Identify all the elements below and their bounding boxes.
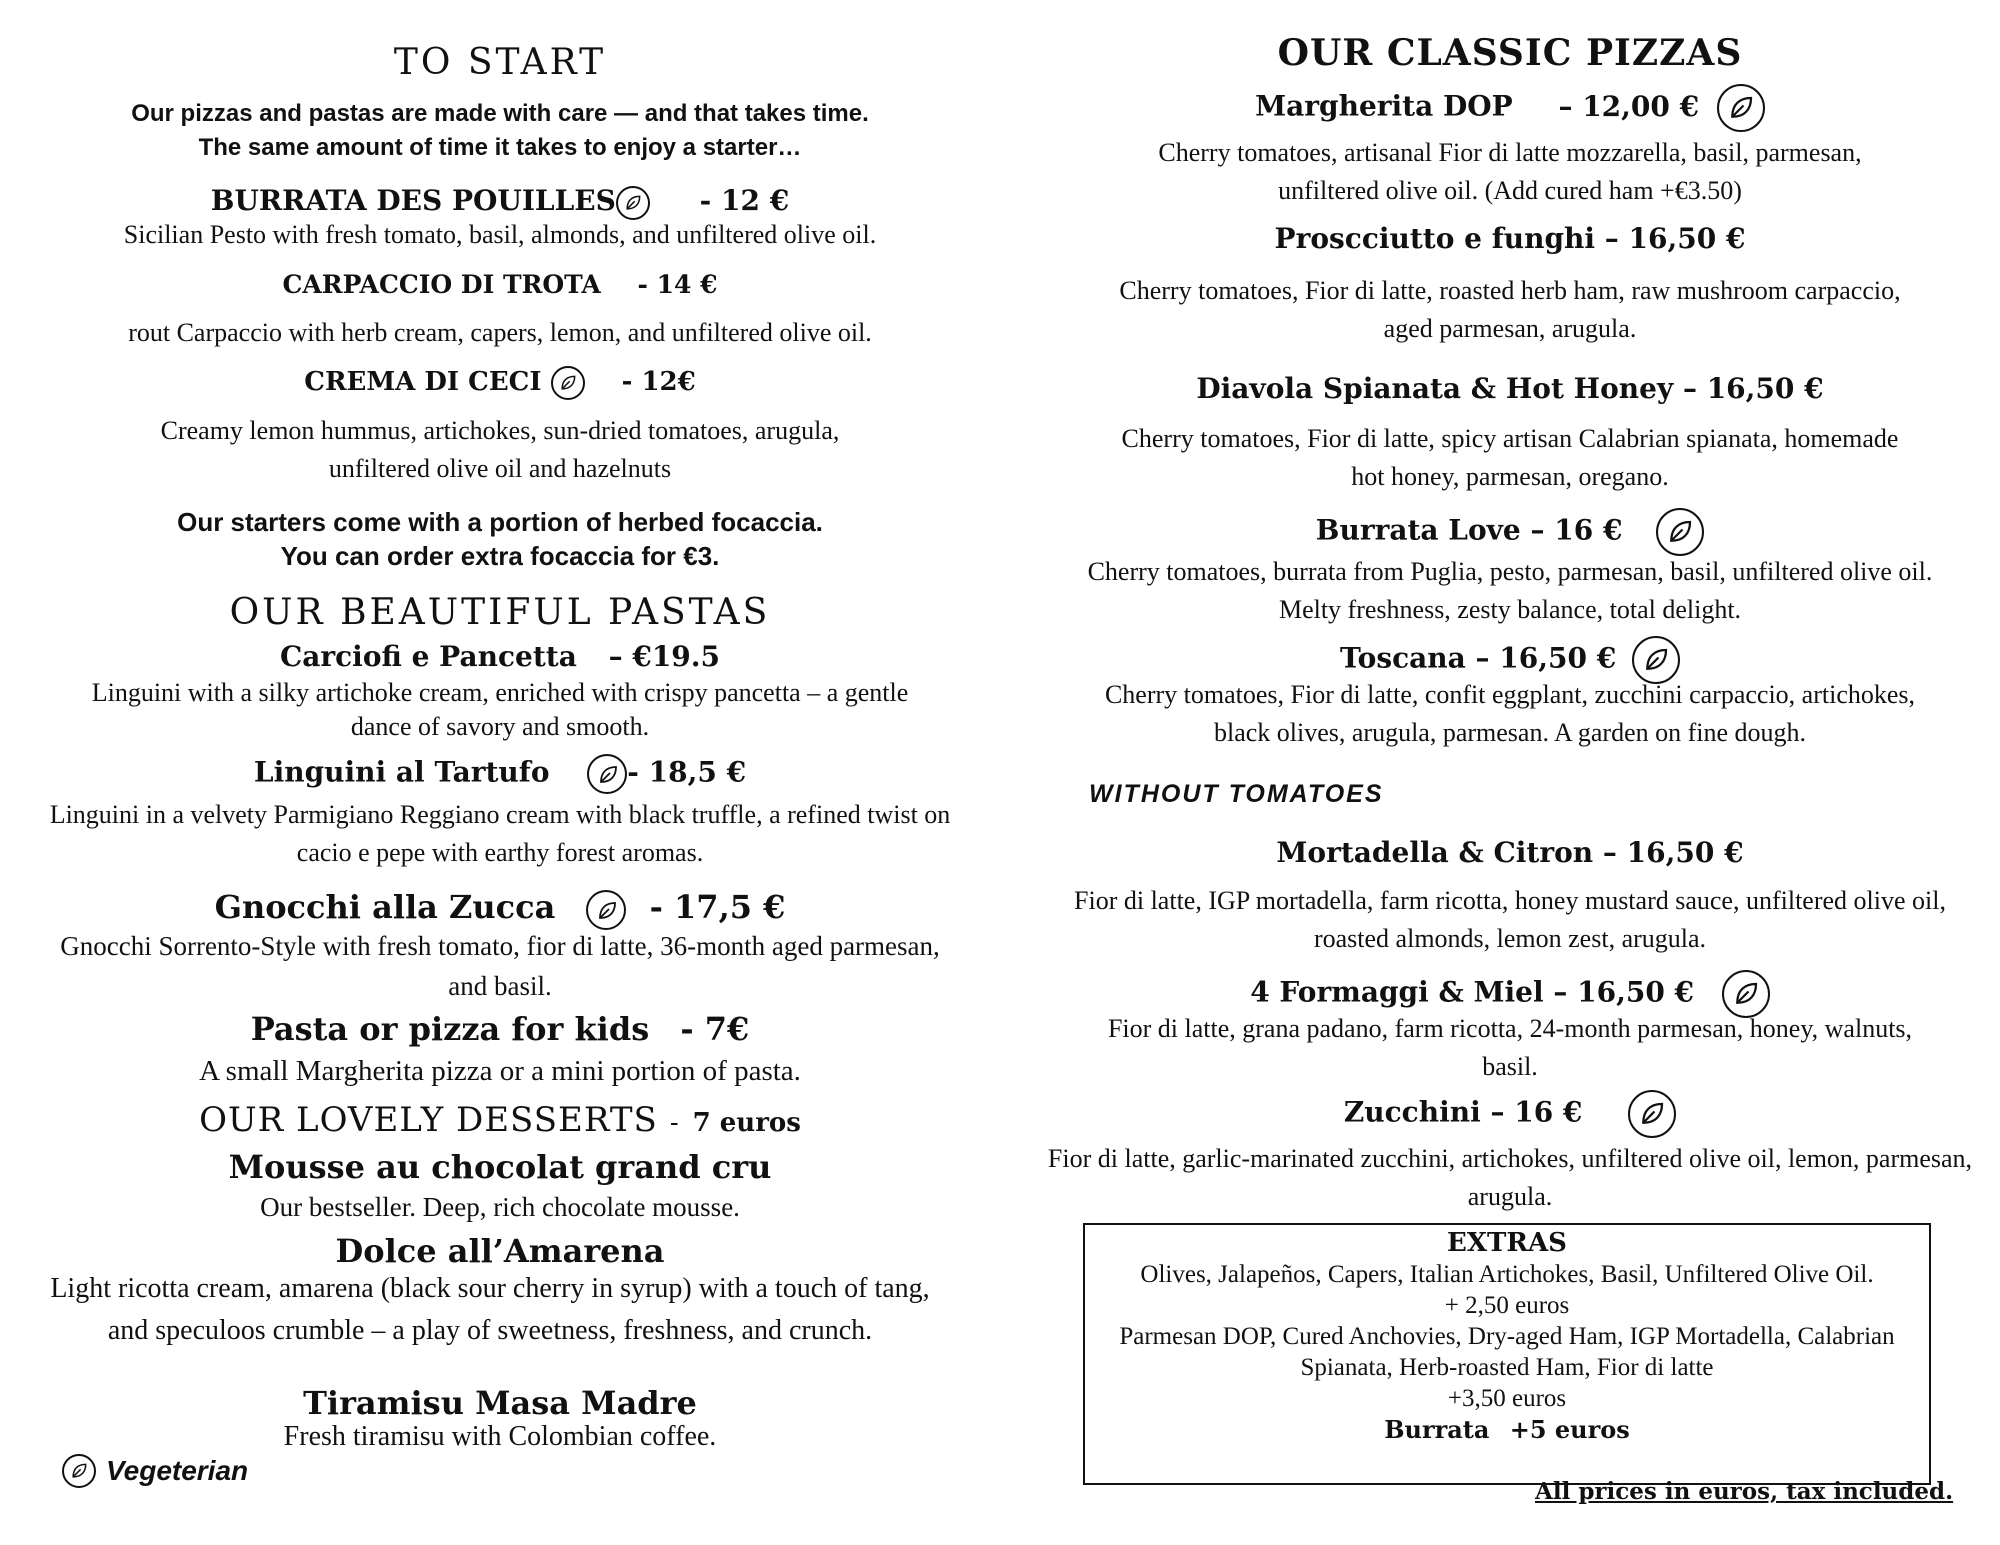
item-description: Cherry tomatoes, artisanal Fior di latte mozzarella, basil, parmesan, unfiltered olive oil. (Add cured ham +€3.50)	[1158, 138, 1862, 205]
dessert-description: Light ricotta cream, amarena (black sour cherry in syrup) with a touch of tang, and speculoos crumble – a play of sweetness, freshness, and crunch.	[50, 1273, 930, 1346]
vegetarian-icon	[586, 890, 626, 930]
pizza-name: Proscciutto e funghi – 16,50 €	[1274, 222, 1746, 255]
item-name: CREMA DI CECI	[304, 367, 542, 397]
section-title-without-tomatoes: WITHOUT TOMATOES	[1089, 780, 1384, 808]
menu-item-title	[30, 888, 970, 930]
menu-item-title	[1035, 1090, 1985, 1138]
extras-title: EXTRAS	[1447, 1228, 1567, 1258]
menu-item-title	[30, 640, 970, 673]
item-price: - 7€	[680, 1010, 750, 1048]
menu-item-title	[30, 184, 970, 220]
dessert-name: Tiramisu Masa Madre	[303, 1384, 697, 1422]
item-price: - 12€	[621, 367, 696, 397]
extras-burrata-price: +5 euros	[1509, 1415, 1630, 1444]
menu-item-title	[1035, 84, 1985, 132]
item-price: - 12 €	[699, 184, 790, 217]
vegetarian-icon	[1656, 508, 1704, 556]
vegetarian-icon	[1628, 1090, 1676, 1138]
item-name: 4 Formaggi & Miel – 16,50 €	[1250, 975, 1695, 1009]
item-price: - 14 €	[637, 270, 718, 299]
item-description: Fior di latte, garlic-marinated zucchini, artichokes, unfiltered olive oil, lemon, parmesan, arugula.	[1047, 1144, 1973, 1211]
section-title-desserts	[30, 1100, 970, 1140]
extras-price1: + 2,50 euros	[1444, 1292, 1570, 1319]
pizza-name: Mortadella & Citron – 16,50 €	[1276, 836, 1744, 869]
menu-item-title	[1035, 508, 1985, 556]
item-description: Sicilian Pesto with fresh tomato, basil, almonds, and unfiltered olive oil.	[123, 220, 877, 249]
item-name: Margherita DOP	[1255, 89, 1513, 123]
extras-box	[1083, 1223, 1931, 1485]
item-price: - 18,5 €	[627, 755, 747, 789]
vegetarian-legend	[62, 1454, 248, 1488]
item-description: Cherry tomatoes, Fior di latte, confit eggplant, zucchini carpaccio, artichokes, black olives, arugula, parmesan. A garden on fine dough.	[1104, 680, 1916, 747]
section-title-pastas: OUR BEAUTIFUL PASTAS	[229, 592, 771, 633]
starters-intro-line1: Our pizzas and pastas are made with care — and that takes time.	[131, 100, 869, 127]
legend-label: Vegeterian	[106, 1455, 249, 1486]
item-name: Burrata Love – 16 €	[1315, 513, 1623, 547]
extras-burrata: Burrata	[1384, 1415, 1490, 1444]
desserts-price: 7 euros	[692, 1108, 801, 1138]
item-description: Fior di latte, grana padano, farm ricotta, 24-month parmesan, honey, walnuts, basil.	[1107, 1014, 1913, 1081]
item-description: Gnocchi Sorrento-Style with fresh tomato, fior di latte, 36-month aged parmesan, and basil.	[60, 931, 940, 1001]
item-name: Pasta or pizza for kids	[250, 1010, 650, 1048]
item-description: Cherry tomatoes, burrata from Puglia, pesto, parmesan, basil, unfiltered olive oil. Melty freshness, zesty balance, total delight.	[1087, 557, 1933, 624]
dessert-name: Mousse au chocolat grand cru	[228, 1148, 772, 1186]
section-title-pizzas: OUR CLASSIC PIZZAS	[1277, 32, 1743, 74]
item-description: Cherry tomatoes, Fior di latte, spicy artisan Calabrian spianata, homemade hot honey, parmesan, oregano.	[1121, 424, 1899, 491]
item-name: Carciofi e Pancetta	[279, 640, 577, 673]
desserts-price-dash: -	[669, 1108, 679, 1138]
item-description: A small Margherita pizza or a mini portion of pasta.	[199, 1055, 801, 1087]
item-name: CARPACCIO DI TROTA	[282, 270, 601, 299]
extras-group2: Parmesan DOP, Cured Anchovies, Dry-aged Ham, IGP Mortadella, Calabrian Spianata, Herb-roasted Ham, Fior di latte	[1119, 1323, 1895, 1381]
extras-burrata-row	[1085, 1414, 1929, 1446]
menu-item-title	[30, 1010, 970, 1048]
item-name: Toscana – 16,50 €	[1340, 641, 1617, 675]
item-description: Linguini with a silky artichoke cream, enriched with crispy pancetta – a gentle dance of savory and smooth.	[91, 678, 909, 741]
extras-price2: +3,50 euros	[1447, 1385, 1567, 1412]
prices-footer-note: All prices in euros, tax included.	[1535, 1478, 1954, 1505]
item-name: Linguini al Tartufo	[253, 755, 550, 789]
vegetarian-icon	[1717, 84, 1765, 132]
section-title-starters: TO START	[393, 42, 607, 83]
menu-item-title	[30, 366, 970, 400]
item-price: – 12,00 €	[1558, 89, 1700, 123]
item-name: Gnocchi alla Zucca	[214, 888, 556, 926]
vegetarian-icon	[616, 186, 650, 220]
item-name: Zucchini – 16 €	[1343, 1095, 1583, 1129]
pizza-name: Diavola Spianata & Hot Honey – 16,50 €	[1196, 372, 1824, 405]
dessert-description: Fresh tiramisu with Colombian coffee.	[283, 1421, 717, 1452]
item-description: Cherry tomatoes, Fior di latte, roasted herb ham, raw mushroom carpaccio, aged parmesan, arugula.	[1119, 276, 1901, 343]
dessert-name: Dolce all’Amarena	[335, 1232, 665, 1270]
vegetarian-icon	[551, 366, 585, 400]
menu-item-title	[30, 754, 970, 794]
focaccia-note-line1: Our starters come with a portion of herbed focaccia.	[177, 507, 823, 537]
starters-intro-line2: The same amount of time it takes to enjoy a starter…	[198, 134, 802, 161]
item-description: rout Carpaccio with herb cream, capers, lemon, and unfiltered olive oil.	[128, 318, 872, 347]
menu-item-title	[30, 270, 970, 299]
focaccia-note-line2: You can order extra focaccia for €3.	[280, 541, 720, 571]
vegetarian-icon	[62, 1454, 96, 1488]
item-name: BURRATA DES POUILLES	[210, 184, 616, 217]
item-price: - 17,5 €	[649, 888, 786, 926]
item-description: Fior di latte, IGP mortadella, farm ricotta, honey mustard sauce, unfiltered olive oil, roasted almonds, lemon zest, arugula.	[1074, 886, 1946, 953]
item-price: – €19.5	[608, 640, 721, 673]
vegetarian-icon	[587, 754, 627, 794]
dessert-description: Our bestseller. Deep, rich chocolate mousse.	[260, 1192, 740, 1222]
extras-group1: Olives, Jalapeños, Capers, Italian Artichokes, Basil, Unfiltered Olive Oil.	[1140, 1261, 1874, 1288]
item-description: Linguini in a velvety Parmigiano Reggiano cream with black truffle, a refined twist on cacio e pepe with earthy forest aromas.	[49, 800, 951, 867]
desserts-title: OUR LOVELY DESSERTS	[199, 1100, 658, 1140]
item-description: Creamy lemon hummus, artichokes, sun-dried tomatoes, arugula, unfiltered olive oil and hazelnuts	[160, 416, 840, 483]
